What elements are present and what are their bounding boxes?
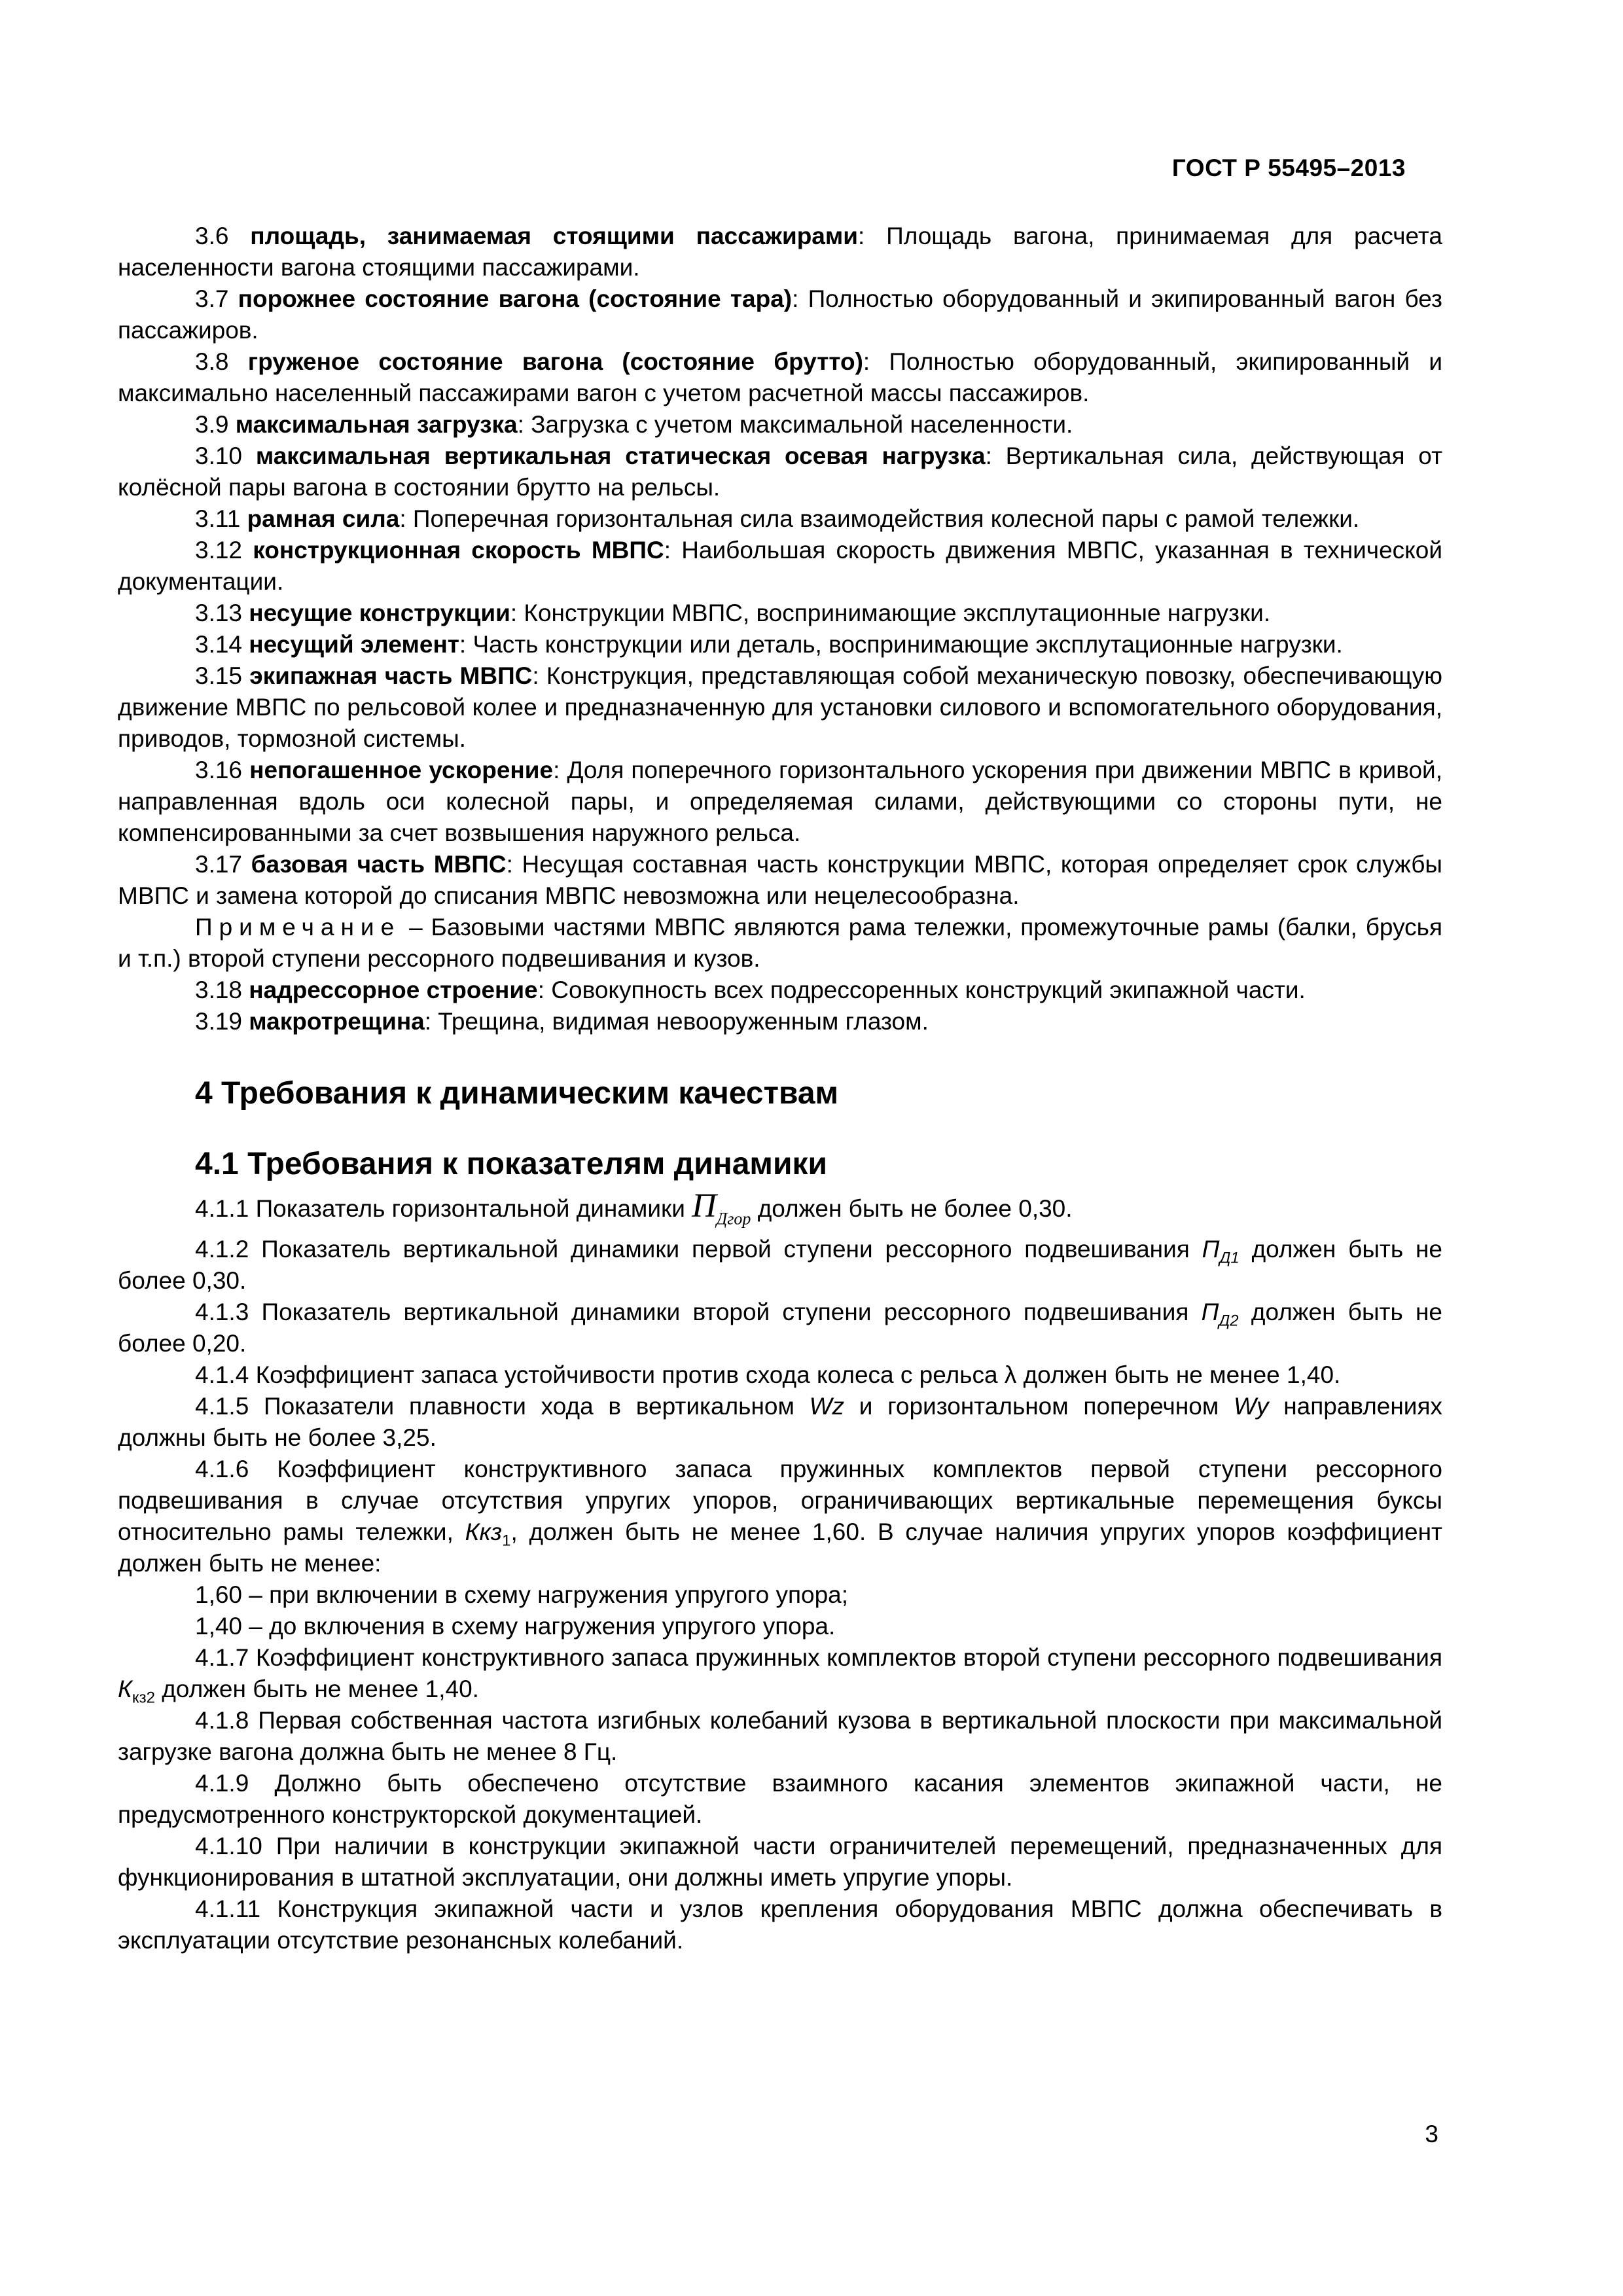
definition-term: рамная сила: [247, 505, 400, 532]
symbol-letter: П: [1202, 1236, 1220, 1263]
definition-text: : Вертикальная сила, действующая от колёсной пары вагона в состоянии брутто на рельсы.: [118, 442, 1443, 501]
requirement-4-1-4: 4.1.4 Коэффициент запаса устойчивости против схода колеса с рельса λ должен быть не менее 1,40.: [195, 1361, 1341, 1388]
requirement-4-1-7: [118, 1642, 1442, 1705]
definition-term: максимальная загрузка: [235, 411, 518, 438]
definition-item: [118, 660, 1442, 755]
definition-text: : Загрузка с учетом максимальной населенности.: [517, 411, 1073, 438]
definition-term: конструкционная скорость МВПС: [253, 537, 664, 564]
definition-text: : Конструкции МВПС, воспринимающие эксплутационные нагрузки.: [510, 600, 1271, 626]
req-text: 4.1.5 Показатели плавности хода в вертикальном: [195, 1393, 810, 1420]
note-paragraph: [118, 912, 1442, 975]
definition-term: порожнее состояние вагона (состояние тара): [238, 285, 793, 312]
definition-item: [118, 503, 1442, 535]
definition-number: 3.8: [195, 348, 229, 375]
definition-number: 3.18: [195, 977, 243, 1003]
requirement-4-1-2: [118, 1234, 1442, 1297]
definitions-list-continued: [118, 975, 1442, 1037]
req-text: должен быть не более 0,20.: [118, 1299, 1442, 1357]
definition-term: площадь, занимаемая стоящими пассажирами: [250, 223, 858, 249]
definition-text: : Конструкция, представляющая собой механическую повозку, обеспечивающую движение МВПС по рельсовой колее и предназначенную для установки силового и вспомогательного оборудования, приводов, тормозной системы.: [118, 662, 1442, 752]
section-4-1-heading: 4.1 Требования к показателям динамики: [195, 1147, 827, 1181]
definitions-list: [118, 221, 1442, 912]
symbol-letter: П: [692, 1187, 717, 1225]
definition-term: максимальная вертикальная статическая осевая нагрузка: [255, 442, 986, 469]
definition-number: 3.11: [195, 505, 241, 532]
definition-item: [118, 975, 1442, 1006]
definition-number: 3.7: [195, 285, 229, 312]
definition-number: 3.16: [195, 757, 243, 783]
definition-item: [118, 535, 1442, 598]
requirement-4-1-1: [118, 1187, 1442, 1229]
symbol-k: К: [118, 1676, 132, 1702]
requirement-4-1-3: [118, 1297, 1442, 1359]
requirement-4-1-6-option-b: 1,40 – до включения в схему нагружения упругого упора.: [195, 1613, 836, 1640]
definition-term: груженое состояние вагона (состояние брутто): [247, 348, 863, 375]
note-text: – Базовыми частями МВПС являются рама тележки, промежуточные рамы (балки, брусья и т.п.) второй ступени рессорного подвешивания и кузов.: [118, 914, 1442, 972]
requirement-4-1-8: 4.1.8 Первая собственная частота изгибных колебаний кузова в вертикальной плоскости при максимальной загрузке вагона должна быть не менее 8 Гц.: [118, 1707, 1442, 1765]
definition-term: несущий элемент: [249, 631, 459, 658]
definition-term: экипажная часть МВПС: [249, 662, 533, 689]
definition-term: несущие конструкции: [249, 600, 510, 626]
definition-text: : Наибольшая скорость движения МВПС, указанная в технической документации.: [118, 537, 1443, 595]
definition-item: [118, 629, 1442, 660]
definition-number: 3.13: [195, 600, 243, 626]
definition-text: : Часть конструкции или деталь, воспринимающие эксплутационные нагрузки.: [459, 631, 1343, 658]
definition-term: надрессорное строение: [249, 977, 538, 1003]
req-text: должен быть не более 0,30.: [751, 1195, 1073, 1222]
definition-number: 3.19: [195, 1008, 243, 1035]
definition-item: [118, 598, 1442, 629]
definition-number: 3.6: [195, 223, 229, 249]
requirement-4-1-11: 4.1.11 Конструкция экипажной части и узлов крепления оборудования МВПС должна обеспечивать в эксплуатации отсутствие резонансных колебаний.: [118, 1895, 1442, 1954]
definition-text: : Совокупность всех подрессоренных конструкций экипажной части.: [537, 977, 1306, 1003]
section-4-heading: 4 Требования к динамическим качествам: [195, 1076, 839, 1111]
symbol-kkz: Ккз: [465, 1518, 503, 1545]
definition-text: : Доля поперечного горизонтального ускорения при движении МВПС в кривой, направленная вдоль оси колесной пары, и определяемая силами, действующими со стороны пути, не компенсированными за счет возвышения наружного рельса.: [118, 757, 1443, 846]
symbol-subscript: Д2: [1219, 1312, 1239, 1330]
req-text: 4.1.3 Показатель вертикальной динамики второй ступени рессорного подвешивания: [195, 1299, 1202, 1325]
definition-item: [118, 755, 1442, 849]
definition-item: [118, 409, 1442, 440]
definition-item: [118, 1006, 1442, 1037]
req-text: и горизонтальном поперечном: [844, 1393, 1234, 1420]
definition-item: [118, 346, 1442, 409]
definition-term: базовая часть МВПС: [251, 851, 507, 878]
definition-text: : Полностью оборудованный и экипированный вагон без пассажиров.: [118, 285, 1443, 344]
definition-term: макротрещина: [249, 1008, 425, 1035]
symbol-wy: Wy: [1234, 1393, 1269, 1420]
symbol-subscript: кз2: [132, 1689, 155, 1707]
definition-text: : Полностью оборудованный, экипированный и максимально населенный пассажирами вагон с учетом расчетной массы пассажиров.: [118, 348, 1443, 406]
definition-term: непогашенное ускорение: [249, 757, 554, 783]
definition-item: [118, 221, 1442, 283]
definition-text: : Поперечная горизонтальная сила взаимодействия колесной пары с рамой тележки.: [399, 505, 1360, 532]
requirement-4-1-6-option-a: 1,60 – при включении в схему нагружения упругого упора;: [195, 1581, 849, 1608]
requirement-4-1-6: [118, 1454, 1442, 1579]
document-body: [118, 221, 1442, 1956]
req-text: , должен быть не менее 1,60. В случае наличия упругих упоров коэффициент должен быть не менее:: [118, 1518, 1442, 1577]
req-text: 4.1.1 Показатель горизонтальной динамики: [195, 1195, 692, 1222]
definition-text: : Трещина, видимая невооруженным глазом.: [424, 1008, 929, 1035]
definition-number: 3.17: [195, 851, 243, 878]
requirement-4-1-9: 4.1.9 Должно быть обеспечено отсутствие взаимного касания элементов экипажной части, не предусмотренного конструкторской документацией.: [118, 1770, 1442, 1828]
page-number: 3: [1425, 2121, 1438, 2147]
req-text: должен быть не более 0,30.: [118, 1236, 1442, 1294]
definition-number: 3.15: [195, 662, 243, 689]
req-text: должен быть не менее 1,40.: [154, 1676, 479, 1702]
req-text: 4.1.7 Коэффициент конструктивного запаса пружинных комплектов второй ступени рессорного подвешивания: [195, 1644, 1442, 1671]
req-text: направлениях должны быть не более 3,25.: [118, 1393, 1443, 1451]
symbol-p-dgor: [692, 1187, 751, 1229]
req-text: 4.1.2 Показатель вертикальной динамики первой ступени рессорного подвешивания: [195, 1236, 1202, 1263]
definition-text: : Площадь вагона, принимаемая для расчета населенности вагона стоящими пассажирами.: [118, 223, 1443, 281]
requirement-4-1-10: 4.1.10 При наличии в конструкции экипажной части ограничителей перемещений, предназначенных для функционирования в штатной эксплуатации, они должны иметь упругие упоры.: [118, 1833, 1442, 1891]
note-label: Примечание: [195, 914, 401, 941]
definition-number: 3.10: [195, 442, 243, 469]
symbol-subscript: Д1: [1219, 1249, 1240, 1267]
definition-item: [118, 849, 1442, 912]
symbol-letter: П: [1201, 1299, 1219, 1325]
document-code-header: ГОСТ Р 55495–2013: [1171, 154, 1406, 181]
symbol-wz: Wz: [809, 1393, 845, 1420]
definition-number: 3.12: [195, 537, 243, 564]
symbol-subscript: Дгор: [716, 1209, 751, 1229]
definition-number: 3.14: [195, 631, 243, 658]
definition-number: 3.9: [195, 411, 229, 438]
requirement-4-1-5: [118, 1391, 1442, 1454]
definition-text: : Несущая составная часть конструкции МВПС, которая определяет срок службы МВПС и замена которой до списания МВПС невозможна или нецелесообразна.: [118, 851, 1443, 909]
symbol-subscript: 1: [502, 1532, 511, 1550]
definition-item: [118, 283, 1442, 346]
req-text: 4.1.6 Коэффициент конструктивного запаса пружинных комплектов первой ступени рессорного подвешивания в случае отсутствия упругих упоров, ограничивающих вертикальные перемещения буксы относительно рамы тележки,: [118, 1456, 1442, 1545]
definition-item: [118, 440, 1442, 503]
